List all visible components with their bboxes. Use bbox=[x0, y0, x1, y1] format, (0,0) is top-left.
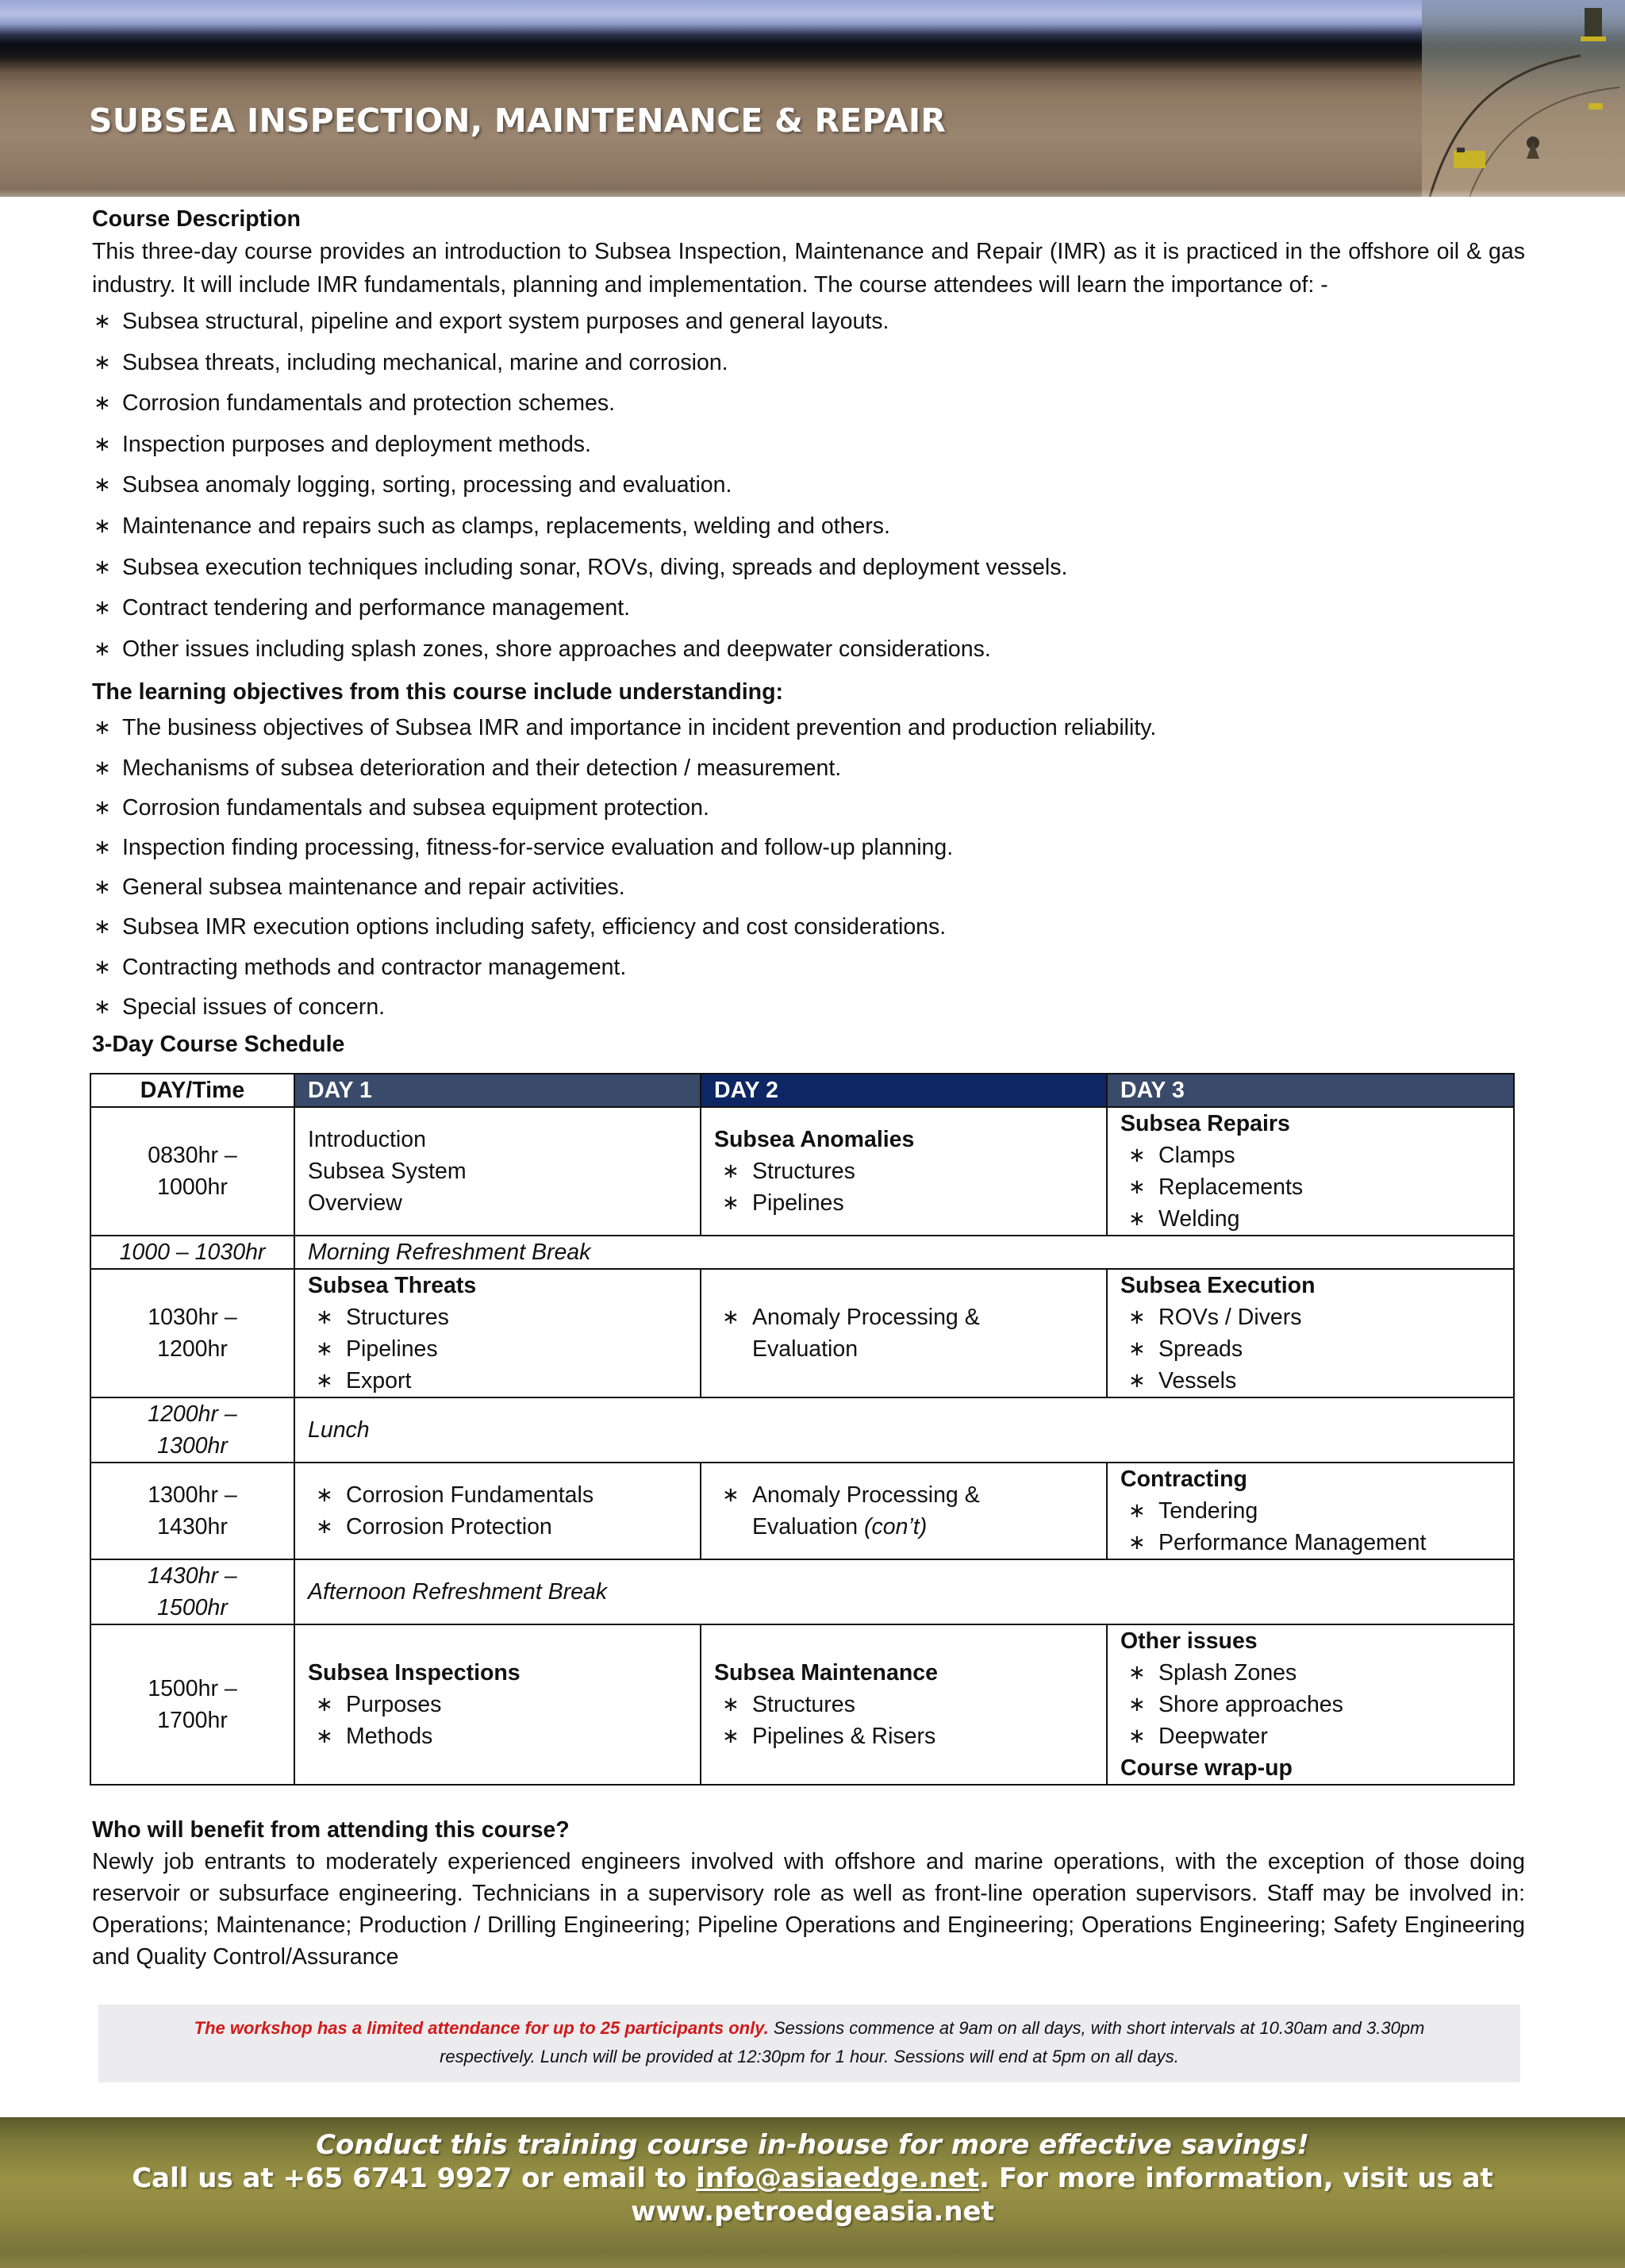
course-content bbox=[92, 203, 1525, 1060]
table-header-row bbox=[90, 1074, 1514, 1107]
day2-cell: Subsea Anomalies ∗ Structures ∗ Pipelines bbox=[701, 1107, 1107, 1236]
footer-contact: Call us at +65 6741 9927 or email to info@asiaedge.net. For more information, visit us at bbox=[132, 2162, 1493, 2194]
attendance-notice: The workshop has a limited attendance for up to 25 participants only. Sessions commence at 9am on all days, with short intervals at 10.30am and 3.30pm respectively. Lunch will be provided at 12:30pm for 1 hour. Sessions will end at 5pm on all days. bbox=[98, 2005, 1520, 2082]
course-description-heading: Course Description bbox=[92, 206, 301, 232]
break-row bbox=[90, 1397, 1514, 1463]
objectives-heading: The learning objectives from this course include understanding: bbox=[92, 679, 783, 705]
list-item: ∗ Special issues of concern. bbox=[92, 987, 1525, 1027]
benefit-section bbox=[92, 1814, 1525, 1973]
table-row bbox=[90, 1463, 1514, 1559]
list-item: ∗ Subsea IMR execution options including safety, efficiency and cost considerations. bbox=[92, 907, 1525, 947]
list-item: ∗ Corrosion fundamentals and subsea equipment protection. bbox=[92, 788, 1525, 828]
table-row bbox=[90, 1269, 1514, 1397]
list-item: ∗ Contracting methods and contractor management. bbox=[92, 948, 1525, 987]
page-title: SUBSEA INSPECTION, MAINTENANCE & REPAIR bbox=[89, 102, 947, 140]
day2-cell: ∗ Anomaly Processing & Evaluation (con’t) bbox=[701, 1463, 1107, 1559]
time-cell: 0830hr – 1000hr bbox=[90, 1107, 294, 1236]
day1-cell: Subsea Threats ∗ Structures ∗ Pipelines ∗ Export bbox=[294, 1269, 701, 1397]
day2-cell: Subsea Maintenance ∗ Structures ∗ Pipelines & Risers bbox=[701, 1624, 1107, 1785]
column-header: DAY 3 bbox=[1107, 1074, 1514, 1107]
day3-cell: Contracting ∗ Tendering ∗ Performance Management bbox=[1107, 1463, 1514, 1559]
list-item: ∗ Subsea anomaly logging, sorting, processing and evaluation. bbox=[92, 465, 1525, 506]
list-item: ∗ The business objectives of Subsea IMR and importance in incident prevention and production reliability. bbox=[92, 708, 1525, 748]
break-cell: Morning Refreshment Break bbox=[294, 1236, 1514, 1269]
break-cell: Afternoon Refreshment Break bbox=[294, 1559, 1514, 1624]
website-link[interactable]: www.petroedgeasia.net bbox=[631, 2196, 994, 2228]
time-cell: 1300hr – 1430hr bbox=[90, 1463, 294, 1559]
time-cell: 1430hr – 1500hr bbox=[90, 1559, 294, 1624]
day1-cell: ∗ Corrosion Fundamentals ∗ Corrosion Protection bbox=[294, 1463, 701, 1559]
time-cell: 1030hr – 1200hr bbox=[90, 1269, 294, 1397]
importance-list bbox=[92, 302, 1525, 670]
day1-cell: Introduction Subsea System Overview bbox=[294, 1107, 701, 1236]
subsea-seabed-rov-icon bbox=[1422, 0, 1625, 197]
column-header: DAY/Time bbox=[90, 1074, 294, 1107]
list-item: ∗ Inspection finding processing, fitness-for-service evaluation and follow-up planning. bbox=[92, 828, 1525, 867]
table-row bbox=[90, 1624, 1514, 1785]
list-item: ∗ Maintenance and repairs such as clamps, replacements, welding and others. bbox=[92, 506, 1525, 548]
time-cell: 1200hr – 1300hr bbox=[90, 1397, 294, 1463]
schedule-table bbox=[90, 1073, 1515, 1786]
day2-cell: ∗ Anomaly Processing & Evaluation bbox=[701, 1269, 1107, 1397]
list-item: ∗ Subsea threats, including mechanical, marine and corrosion. bbox=[92, 343, 1525, 384]
day1-cell: Subsea Inspections ∗ Purposes ∗ Methods bbox=[294, 1624, 701, 1785]
benefit-heading: Who will benefit from attending this course? bbox=[92, 1817, 570, 1843]
list-item: ∗ Other issues including splash zones, shore approaches and deepwater considerations. bbox=[92, 629, 1525, 671]
list-item: ∗ Mechanisms of subsea deterioration and their detection / measurement. bbox=[92, 748, 1525, 788]
footer-tagline: Conduct this training course in-house for more effective savings! bbox=[316, 2129, 1309, 2161]
attendance-limit: The workshop has a limited attendance for up to 25 participants only. bbox=[194, 2018, 769, 2038]
benefit-text: Newly job entrants to moderately experienced engineers involved with offshore and marine operations, with the exception of those doing reservoir or subsurface engineering. Technicians in a supervisory role as well as front-line operation supervisors. Staff may be involved in: Operations; Maintenance; Production / Drilling Engineering; Pipeline Operations and Engineering; Operations Engineering; Safety Engineering and Quality Control/Assurance bbox=[92, 1849, 1525, 1970]
email-link[interactable]: info@asiaedge.net bbox=[696, 2162, 980, 2194]
list-item: ∗ Subsea execution techniques including sonar, ROVs, diving, spreads and deployment vessels. bbox=[92, 548, 1525, 589]
course-description-intro: This three-day course provides an introduction to Subsea Inspection, Maintenance and Repair (IMR) as it is practiced in the offshore oil & gas industry. It will include IMR fundamentals, planning and implementation. The course attendees will learn the importance of: - bbox=[92, 239, 1525, 298]
list-item: ∗ Inspection purposes and deployment methods. bbox=[92, 425, 1525, 466]
schedule-heading: 3-Day Course Schedule bbox=[92, 1031, 345, 1057]
time-cell: 1500hr – 1700hr bbox=[90, 1624, 294, 1785]
column-header: DAY 1 bbox=[294, 1074, 701, 1107]
list-item: ∗ Subsea structural, pipeline and export system purposes and general layouts. bbox=[92, 302, 1525, 343]
break-row bbox=[90, 1236, 1514, 1269]
day3-cell: Other issues ∗ Splash Zones ∗ Shore approaches ∗ Deepwater Course wrap-up bbox=[1107, 1624, 1514, 1785]
table-row bbox=[90, 1107, 1514, 1236]
list-item: ∗ General subsea maintenance and repair activities. bbox=[92, 867, 1525, 907]
time-cell: 1000 – 1030hr bbox=[90, 1236, 294, 1269]
list-item: ∗ Contract tendering and performance management. bbox=[92, 588, 1525, 629]
objectives-list bbox=[92, 708, 1525, 1027]
day3-cell: Subsea Repairs ∗ Clamps ∗ Replacements ∗ Welding bbox=[1107, 1107, 1514, 1236]
break-row bbox=[90, 1559, 1514, 1624]
column-header: DAY 2 bbox=[701, 1074, 1107, 1107]
break-cell: Lunch bbox=[294, 1397, 1514, 1463]
header-banner bbox=[0, 0, 1625, 197]
footer-banner bbox=[0, 2117, 1625, 2268]
day3-cell: Subsea Execution ∗ ROVs / Divers ∗ Spreads ∗ Vessels bbox=[1107, 1269, 1514, 1397]
list-item: ∗ Corrosion fundamentals and protection schemes. bbox=[92, 383, 1525, 425]
